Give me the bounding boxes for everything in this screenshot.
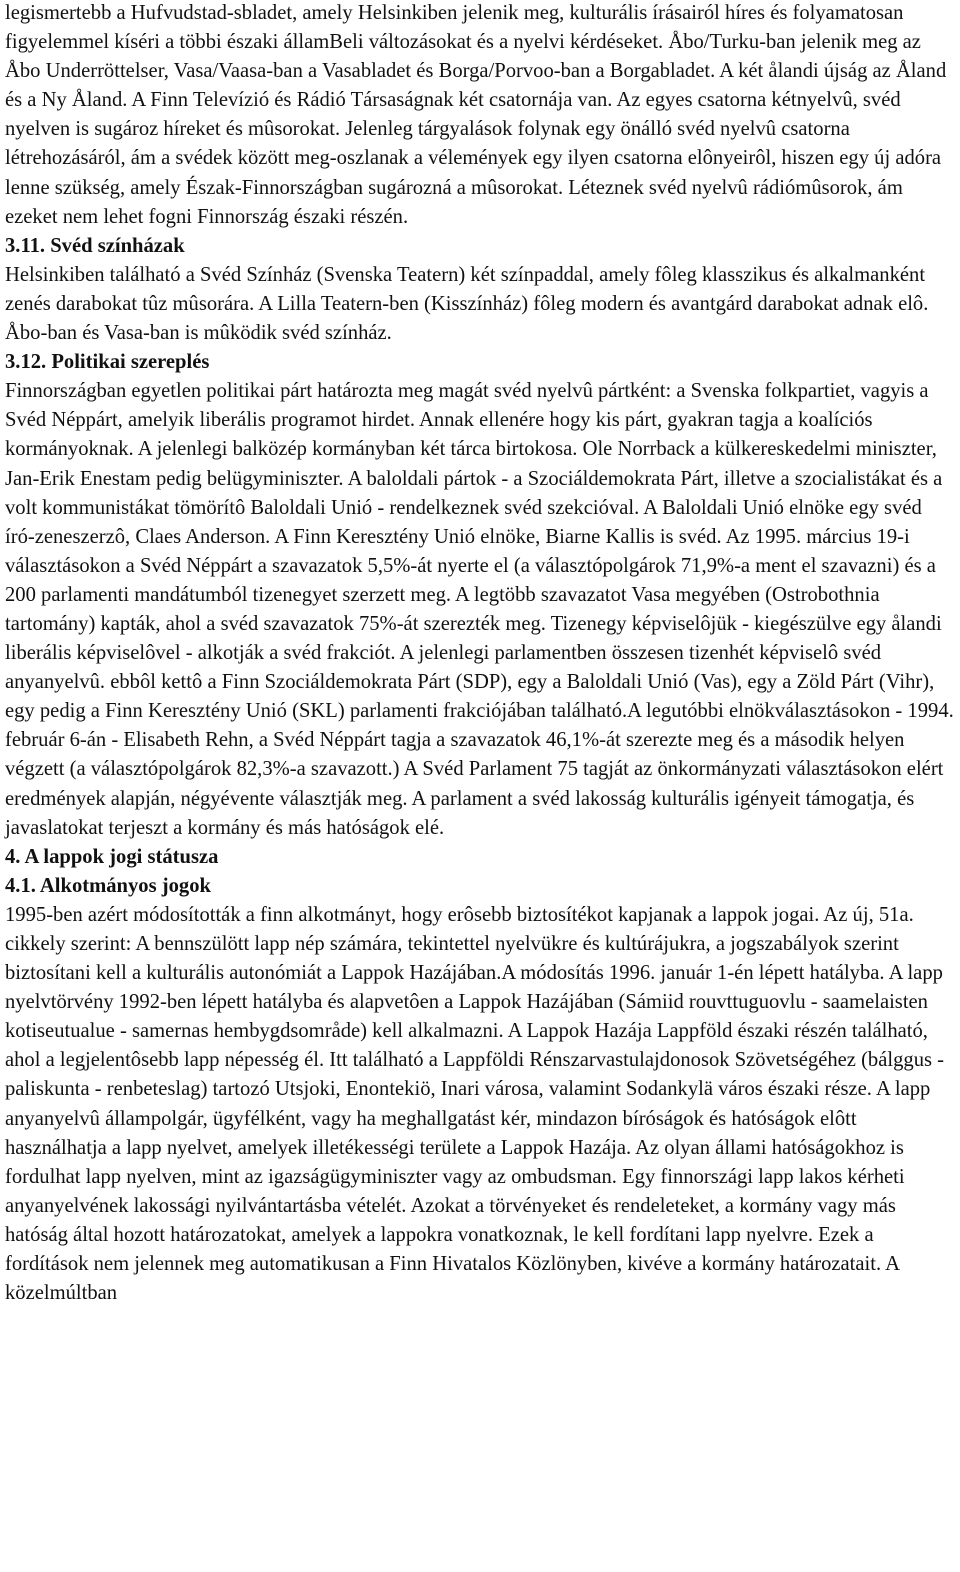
paragraph-political-participation: Finnországban egyetlen politikai párt határozta meg magát svéd nyelvû pártként: a Svenska folkpartiet, vagyis a Svéd Néppárt, amelyik liberális programot hirdet. Annak ellenére hogy kis párt, gyakran tagja a koalíciós kormányoknak. A jelenlegi balközép kormányban két tárca birtokosa. Ole Norrback a külkereskedelmi miniszter, Jan-Erik Enestam pedig belügyminiszter. A baloldali pártok - a Szociáldemokrata Párt, illetve a szocialistákat és a volt kommunistákat tömörítô Baloldali Unió - rendelkeznek svéd szekcióval. A Baloldali Unió elnöke egy svéd író-zeneszerzô, Claes Anderson. A Finn Keresztény Unió elnöke, Biarne Kallis is svéd. Az 1995. március 19-i választásokon a Svéd Néppárt a szavazatok 5,5%-át nyerte el (a választópolgárok 71,9%-a ment el szavazni) és a 200 parlamenti mandátumból tizenegyet szerzett meg. A legtöbb szavazatot Vasa megyében (Ostrobothnia tartomány) kapták, ahol a svéd szavazatok 75%-át szerezték meg. Tizenegy képviselôjük - kiegészülve egy ålandi liberális képviselôvel - alkotják a svéd frakciót. A jelenlegi parlamentben összesen tizenhét képviselô svéd anyanyelvû. ebbôl kettô a Finn Szociáldemokrata Párt (SDP), egy a Baloldali Unió (Vas), egy a Zöld Párt (Vihr), egy pedig a Finn Keresztény Unió (SKL) parlamenti frakciójában található.A legutóbbi elnökválasztásokon - 1994. február 6-án - Elisabeth Rehn, a Svéd Néppárt tagja a szavazatok 46,1%-át szerezte meg és a második helyen végzett (a választópolgárok 82,3%-a szavazott.) A Svéd Parlament 75 tagját az önkormányzati választásokon elért eredmények alapján, négyévente választják meg. A parlament a svéd lakosság kulturális igényeit támogatja, és javaslatokat terjeszt a kormány és más hatóságok elé. xyxy=(5,380,954,839)
section-heading-4-1: 4.1. Alkotmányos jogok xyxy=(5,874,211,897)
section-heading-4: 4. A lappok jogi státusza xyxy=(5,845,219,868)
document-page xyxy=(5,0,955,1308)
section-heading-3-11: 3.11. Svéd színházak xyxy=(5,234,185,257)
paragraph-swedish-media: legismertebb a Hufvudstad-sbladet, amely Helsinkiben jelenik meg, kulturális írásairól híres és folyamatosan figyelemmel kíséri a többi északi államBeli változásokat és a nyelvi kérdéseket. Åbo/Turku-ban jelenik meg az Åbo Underröttelser, Vasa/Vaasa-ban a Vasabladet és Borga/Porvoo-ban a Borgabladet. A két ålandi újság az Åland és a Ny Åland. A Finn Televízió és Rádió Társaságnak két csatornája van. Az egyes csatorna kétnyelvû, svéd nyelven is sugároz híreket és mûsorokat. Jelenleg tárgyalások folynak egy önálló svéd nyelvû csatorna létrehozásáról, ám a svédek között meg-oszlanak a vélemények egy ilyen csatorna elônyeirôl, hiszen egy új adóra lenne szükség, amely Észak-Finnországban sugározná a mûsorokat. Léteznek svéd nyelvû rádiómûsorok, ám ezeket nem lehet fogni Finnország északi részén. xyxy=(5,2,947,228)
paragraph-constitutional-rights: 1995-ben azért módosították a finn alkotmányt, hogy erôsebb biztosítékot kapjanak a lappok jogai. Az új, 51a. cikkely szerint: A bennszülött lapp nép számára, tekintettel nyelvükre és kultúrájukra, a jogszabályok szerint biztosítani kell a kulturális autonómiát a Lappok Hazájában.A módosítás 1996. január 1-én lépett hatályba. A lapp nyelvtörvény 1992-ben lépett hatályba és alapvetôen a Lappok Hazájában (Sámiid rouvttuguovlu - saamelaisten kotiseutualue - samernas hembygdsområde) kell alkalmazni. A Lappok Hazája Lappföld északi részén található, ahol a legjelentôsebb lapp népesség él. Itt található a Lappföldi Rénszarvastulajdonosok Szövetségéhez (bálggus - paliskunta - renbeteslag) tartozó Utsjoki, Enontekiö, Inari városa, valamint Sodankylä város északi része. A lapp anyanyelvû állampolgár, ügyfélként, vagy ha meghallgatást kér, mindazon bíróságok és hatóságok elôtt használhatja a lapp nyelvet, amelyek illetékességi területe a Lappok Hazája. Az olyan állami hatóságokhoz is fordulhat lapp nyelven, mint az igazságügyminiszter vagy az ombudsman. Egy finnországi lapp lakos kérheti anyanyelvének lakossági nyilvántartásba vételét. Azokat a törvényeket és rendeleteket, a kormány vagy más hatóság által hozott határozatokat, amelyek a lappokra vonatkoznak, le kell fordítani lapp nyelvre. Ezek a fordítások nem jelennek meg automatikusan a Finn Hivatalos Közlönyben, kivéve a kormány határozatait. A közelmúltban xyxy=(5,903,945,1305)
paragraph-swedish-theatres: Helsinkiben található a Svéd Színház (Svenska Teatern) két színpaddal, amely fôleg klasszikus és alkalmanként zenés darabokat tûz mûsorára. A Lilla Teatern-ben (Kisszínház) fôleg modern és avantgárd darabokat adnak elô. Åbo-ban és Vasa-ban is mûködik svéd színház. xyxy=(5,263,929,345)
section-heading-3-12: 3.12. Politikai szereplés xyxy=(5,351,210,374)
